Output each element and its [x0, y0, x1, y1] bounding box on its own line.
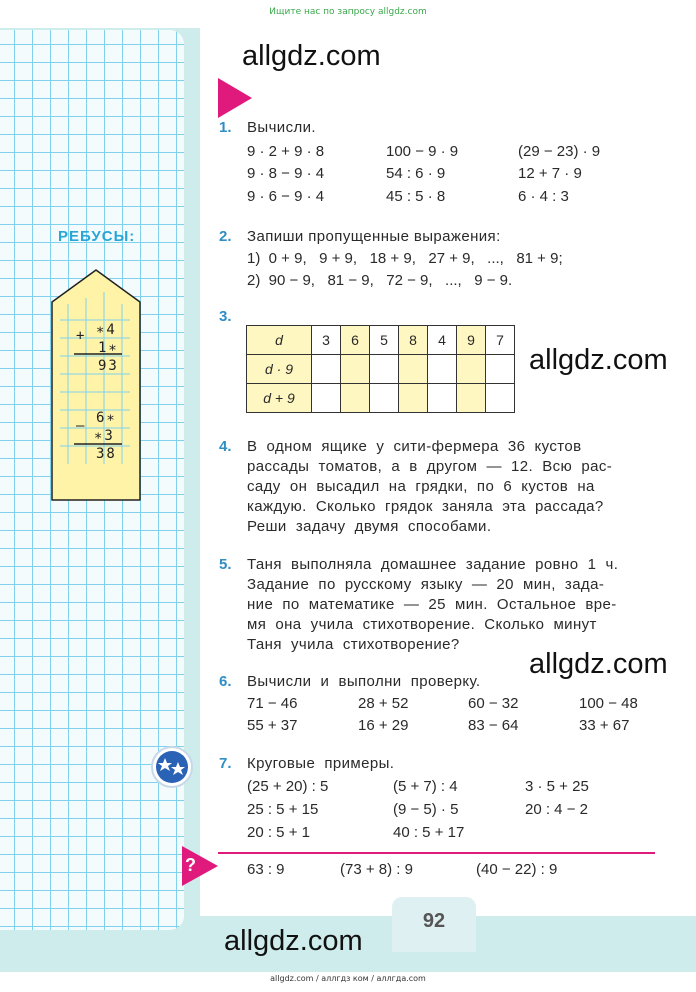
expression: 100 − 9 · 9 [386, 143, 459, 160]
watermark: allgdz.com [529, 344, 668, 376]
table-cell: 7 [486, 326, 515, 355]
empty-cell[interactable] [399, 355, 428, 384]
empty-cell[interactable] [312, 384, 341, 413]
table-cell: 5 [370, 326, 399, 355]
expression: (29 − 23) · 9 [518, 143, 601, 160]
expression: 9 · 8 − 9 · 4 [247, 165, 325, 182]
star-badge-icon[interactable] [150, 745, 194, 789]
task5-line: ние по математике — 25 мин. Остальное вре- [247, 596, 617, 613]
task3-table [246, 325, 515, 413]
rebusy-title: РЕБУСЫ: [58, 228, 136, 245]
expression: 83 − 64 [468, 717, 519, 734]
empty-cell[interactable] [341, 355, 370, 384]
expression: 3 · 5 + 25 [525, 778, 589, 795]
empty-cell[interactable] [312, 355, 341, 384]
expression: (40 − 22) : 9 [476, 861, 558, 878]
table-row-label: d · 9 [247, 355, 312, 384]
expression: 45 : 5 · 8 [386, 188, 446, 205]
task7-title: Круговые примеры. [247, 755, 395, 772]
empty-cell[interactable] [370, 355, 399, 384]
expression: 54 : 6 · 9 [386, 165, 446, 182]
task4-line: каждую. Сколько грядок заняла эта рассада? [247, 498, 604, 515]
empty-cell[interactable] [457, 355, 486, 384]
task2-title: Запиши пропущенные выражения: [247, 228, 501, 245]
table-cell: 8 [399, 326, 428, 355]
empty-cell[interactable] [457, 384, 486, 413]
expression: (9 − 5) · 5 [393, 801, 459, 818]
expression: 33 + 67 [579, 717, 630, 734]
page-number: 92 [422, 910, 446, 932]
empty-cell[interactable] [370, 384, 399, 413]
expression: 25 : 5 + 15 [247, 801, 319, 818]
task2-line1: 1) 0 + 9, 9 + 9, 18 + 9, 27 + 9, ..., 81 + 9; [247, 250, 563, 267]
expression: 40 : 5 + 17 [393, 824, 465, 841]
empty-cell[interactable] [486, 355, 515, 384]
empty-cell[interactable] [399, 384, 428, 413]
section-triangle-icon [216, 78, 254, 118]
rebus2-row2: ∗3 [94, 428, 115, 444]
expression: 55 + 37 [247, 717, 298, 734]
task3-number: 3. [219, 308, 232, 325]
expression: 6 · 4 : 3 [518, 188, 569, 205]
expression: (73 + 8) : 9 [340, 861, 413, 878]
bottom-links[interactable]: allgdz.com / аллгдз ком / аллгда.com [270, 974, 426, 983]
expression: (25 + 20) : 5 [247, 778, 329, 795]
expression: 60 − 32 [468, 695, 519, 712]
task6-number: 6. [219, 673, 232, 690]
expression: (5 + 7) : 4 [393, 778, 458, 795]
watermark: allgdz.com [224, 925, 363, 957]
task6-title: Вычисли и выполни проверку. [247, 673, 481, 690]
expression: 100 − 48 [579, 695, 638, 712]
rebus1-result: 93 [98, 358, 119, 374]
task5-line: Задание по русскому языку — 20 мин, зада- [247, 576, 605, 593]
task4-number: 4. [219, 438, 232, 455]
rebus2-result: 38 [96, 446, 117, 462]
expression: 9 · 2 + 9 · 8 [247, 143, 325, 160]
expression: 20 : 4 − 2 [525, 801, 588, 818]
divider [218, 852, 655, 854]
rebus1-row1: ∗4 [96, 322, 117, 338]
table-cell: 4 [428, 326, 457, 355]
task2-number: 2. [219, 228, 232, 245]
task4-line: В одном ящике у сити-фермера 36 кустов [247, 438, 582, 455]
top-search-hint[interactable]: Ищите нас по запросу allgdz.com [269, 7, 427, 17]
table-row-label: d + 9 [247, 384, 312, 413]
rebus2-row1: 6∗ [96, 410, 117, 426]
table-cell: 6 [341, 326, 370, 355]
empty-cell[interactable] [486, 384, 515, 413]
expression: 28 + 52 [358, 695, 409, 712]
empty-cell[interactable] [341, 384, 370, 413]
task5-line: мя она учила стихотворение. Сколько минут [247, 616, 597, 633]
task4-line: саду он высадил на грядки, по 6 кустов на [247, 478, 595, 495]
rebus1-row2: 1∗ [98, 340, 119, 356]
empty-cell[interactable] [428, 384, 457, 413]
expression: 63 : 9 [247, 861, 285, 878]
task5-line: Таня выполняла домашнее задание ровно 1 ч. [247, 556, 619, 573]
task2-line2: 2) 90 − 9, 81 − 9, 72 − 9, ..., 9 − 9. [247, 272, 513, 289]
task4-line: рассады томатов, а в другом — 12. Всю рас- [247, 458, 613, 475]
task5-line: Таня учила стихотворение? [247, 636, 460, 653]
expression: 20 : 5 + 1 [247, 824, 310, 841]
task7-number: 7. [219, 755, 232, 772]
table-cell: 9 [457, 326, 486, 355]
question-mark: ? [185, 855, 196, 875]
expression: 71 − 46 [247, 695, 298, 712]
rebus-card [50, 268, 142, 504]
table-cell: 3 [312, 326, 341, 355]
task1-number: 1. [219, 119, 232, 136]
rebus2-op: – [76, 418, 85, 434]
task1-title: Вычисли. [247, 119, 316, 136]
empty-cell[interactable] [428, 355, 457, 384]
task4-line: Реши задачу двумя способами. [247, 518, 492, 535]
rebus1-op: + [76, 328, 85, 344]
task5-number: 5. [219, 556, 232, 573]
watermark: allgdz.com [242, 40, 381, 72]
expression: 12 + 7 · 9 [518, 165, 582, 182]
table-header-cell: d [247, 326, 312, 355]
expression: 16 + 29 [358, 717, 409, 734]
expression: 9 · 6 − 9 · 4 [247, 188, 325, 205]
watermark: allgdz.com [529, 648, 668, 680]
